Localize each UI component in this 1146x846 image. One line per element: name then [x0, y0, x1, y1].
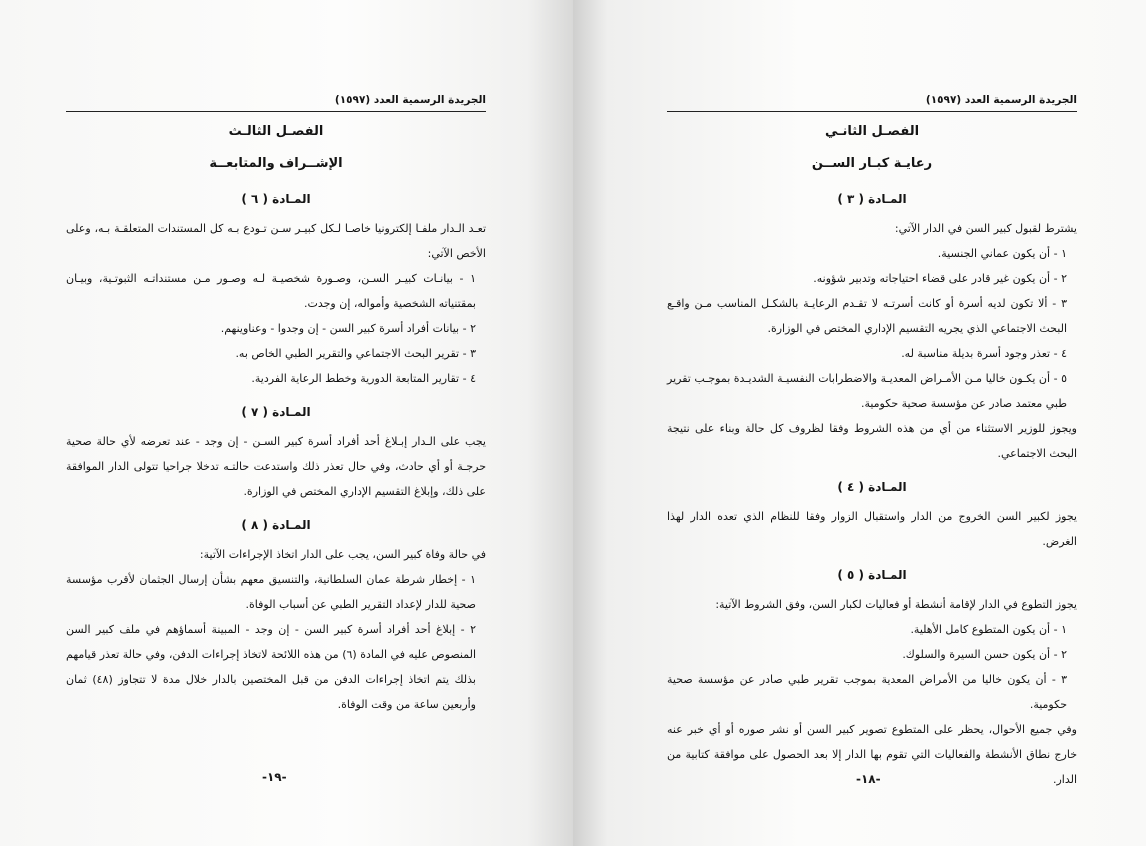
article-3-item: ٣ - ألا تكون لديه أسرة أو كانت أسرتـه لا تقـدم الرعايـة بالشكـل المناسب مـن واقـع البحث الاجتماعي الذي يجريه التقسيم الإداري المختص في الوزارة. [667, 297, 1067, 335]
article-6-intro: تعـد الـدار ملفـا إلكترونيا خاصـا لـكل كبيـر سـن تـودع بـه كل المستندات المتعلقـة بـه، وعلى الأخص الآتي: [66, 222, 486, 260]
running-header: الجريدة الرسمية العدد (١٥٩٧) [667, 92, 1077, 112]
article-3-item: ٢ - أن يكون غير قادر على قضاء احتياجاته وتدبير شؤونه. [813, 272, 1067, 285]
article-3-item: ٥ - أن يكـون خاليا مـن الأمـراض المعديـة والاضطرابات النفسيـة الشديـدة بموجـب تقرير طبي معتمد صادر عن مؤسسة صحية حكومية. [667, 372, 1067, 410]
article-8-intro: في حالة وفاة كبير السن، يجب على الدار اتخاذ الإجراءات الآتية: [199, 548, 486, 561]
article-3-item: ١ - أن يكون عماني الجنسية. [937, 247, 1067, 260]
article-4-heading: المـادة ( ٤ ) [837, 480, 907, 494]
article-5-item: ١ - أن يكون المتطوع كامل الأهلية. [910, 623, 1067, 636]
article-5-intro: يجوز التطوع في الدار لإقامة أنشطة أو فعاليات لكبار السن، وفق الشروط الآتية: [715, 598, 1077, 611]
page-right [573, 0, 1146, 846]
article-6-item: ٣ - تقرير البحث الاجتماعي والتقرير الطبي الخاص به. [235, 347, 476, 360]
page-number: -١٨- [856, 772, 881, 786]
article-7-heading: المـادة ( ٧ ) [241, 405, 311, 419]
article-8-item: ١ - إخطار شرطة عمان السلطانية، والتنسيق معهم بشأن إرسال الجثمان لأقرب مؤسسة صحية للدار لإعداد التقرير الطبي عن أسباب الوفاة. [66, 573, 476, 611]
chapter-subtitle: الإشــراف والمتابعــة [209, 156, 343, 171]
article-3-intro: يشترط لقبول كبير السن في الدار الآتي: [894, 222, 1077, 235]
article-3-closing: ويجوز للوزير الاستثناء من أي من هذه الشروط وفقا لظروف كل حالة وبناء على نتيجة البحث الاجتماعي. [667, 422, 1077, 460]
page-right-content [667, 92, 1077, 792]
article-8-heading: المـادة ( ٨ ) [241, 518, 311, 532]
article-6-item: ٢ - بيانات أفراد أسرة كبير السن - إن وجدوا - وعناوينهم. [220, 322, 476, 335]
page-number: -١٩- [262, 770, 287, 784]
article-4-text: يجوز لكبير السن الخروج من الدار واستقبال الزوار وفقا للنظام الذي تعده الدار لهذا الغرض. [667, 510, 1077, 548]
article-7-text: يجب على الـدار إبـلاغ أحد أفراد أسرة كبير السـن - إن وجد - عند تعرضه لأي حالة صحية حرجـة أو أي حادث، وفي حال تعذر ذلك واستدعت حالتـه تدخلا جراحيا تتولى الدار الموافقة على ذلك، وإبلاغ التقسيم الإداري المختص في الوزارة. [66, 435, 486, 498]
article-6-heading: المـادة ( ٦ ) [241, 192, 311, 206]
article-5-item: ٢ - أن يكون حسن السيرة والسلوك. [902, 648, 1067, 661]
chapter-title: الفصـل الثالـث [228, 124, 324, 139]
page-left-content [66, 92, 486, 717]
article-6-item: ٤ - تقارير المتابعة الدورية وخطط الرعاية الفردية. [251, 372, 476, 385]
running-header: الجريدة الرسمية العدد (١٥٩٧) [66, 92, 486, 112]
article-5-closing: وفي جميع الأحوال، يحظر على المتطوع تصوير كبير السن أو نشر صوره أو أي خبر عنه خارج نطاق الأنشطة والفعاليات التي تقوم بها الدار إلا بعد الحصول على موافقة كتابية من الدار. [667, 723, 1077, 786]
article-3-item: ٤ - تعذر وجود أسرة بديلة مناسبة له. [901, 347, 1067, 360]
article-5-item: ٣ - أن يكون خاليا من الأمراض المعدية بموجب تقرير طبي صادر عن مؤسسة صحية حكومية. [667, 673, 1067, 711]
article-8-item: ٢ - إبلاغ أحد أفراد أسرة كبير السن - إن وجد - المبينة أسماؤهم في ملف كبير السن المنصوص عليه في المادة (٦) من هذه اللائحة لاتخاذ إجراءات الدفن، وفي حالة تعذر قيامهم بذلك يتم اتخاذ إجراءات الدفن من قبل المختصين بالدار خلال مدة لا تتجاوز (٤٨) ثمان وأربعين ساعة من وقت الوفاة. [66, 623, 477, 711]
article-3-heading: المـادة ( ٣ ) [837, 192, 907, 206]
article-5-heading: المـادة ( ٥ ) [837, 568, 907, 582]
article-6-item: ١ - بيانـات كبيـر السـن، وصـورة شخصيـة لـه وصـور مـن مستنداتـه الثبوتـية، وبيـان بمقتنياته الشخصية وأمواله، إن وجدت. [66, 272, 476, 310]
chapter-subtitle: رعايـة كبـار الســن [811, 156, 933, 171]
chapter-title: الفصـل الثانـي [824, 124, 920, 139]
